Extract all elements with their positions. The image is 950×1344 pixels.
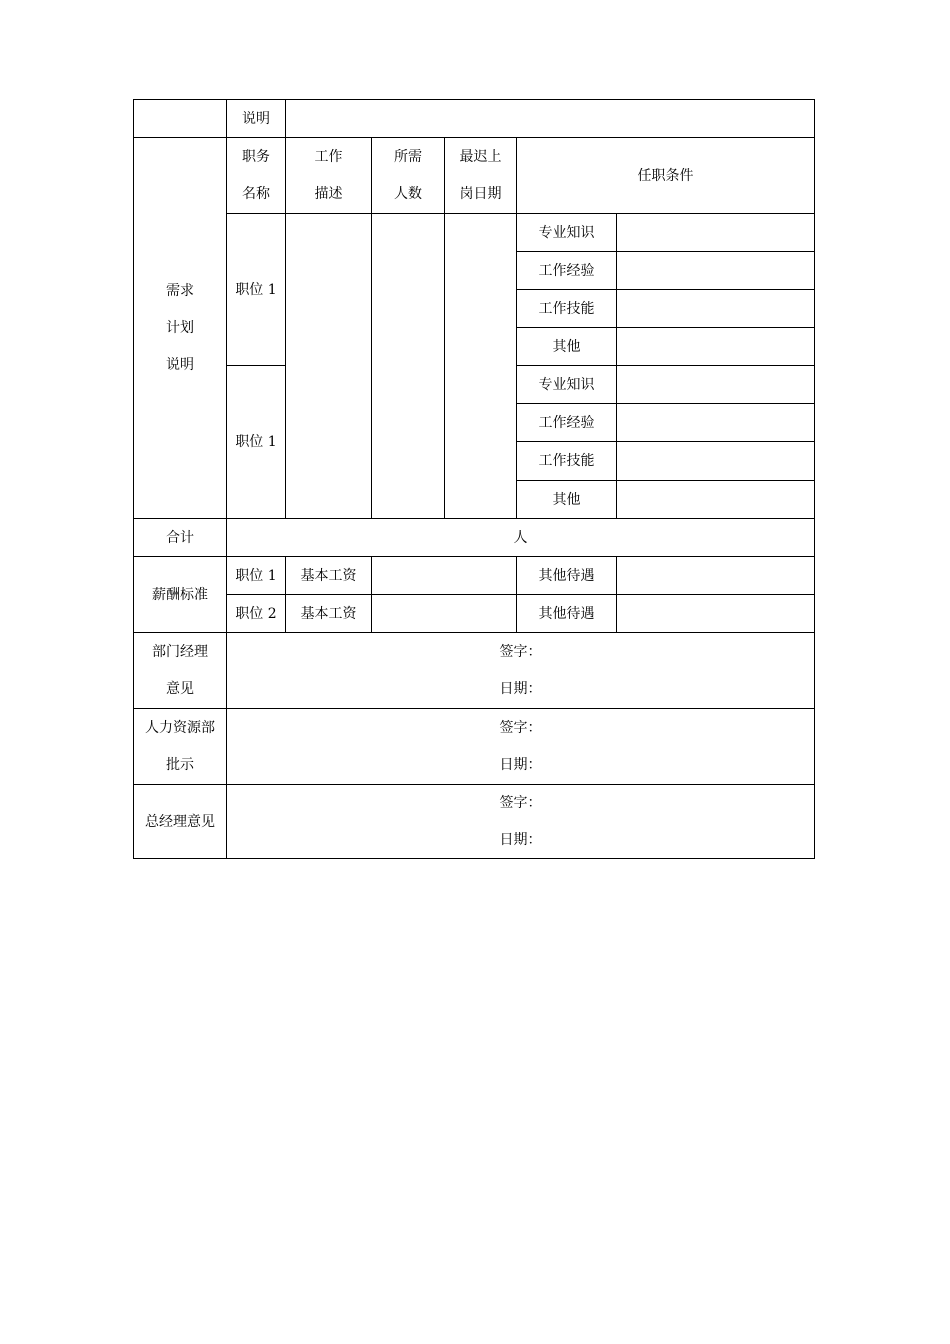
condition-text: 工作技能: [538, 300, 595, 317]
date-label: 日期：: [499, 757, 542, 773]
dept-manager-opinion-field[interactable]: [227, 633, 814, 709]
header-blank-cell: [134, 100, 227, 138]
date-label: 日期：: [499, 681, 542, 697]
condition-text: 工作技能: [538, 453, 595, 469]
base-salary-label: [286, 595, 372, 633]
other-benefits-label: [517, 557, 617, 595]
start-date-field[interactable]: [445, 214, 517, 519]
condition-label: [517, 481, 617, 519]
col-title-line-1: 职务: [242, 149, 270, 165]
condition-label: [517, 442, 617, 481]
condition-field[interactable]: [617, 442, 814, 481]
condition-label: [517, 252, 617, 290]
salary-position-text: 职位 2: [235, 605, 277, 622]
total-field[interactable]: [227, 519, 814, 557]
salary-label-text: 薪酬标准: [152, 586, 208, 603]
position-2-name: 职位 1: [235, 434, 277, 450]
total-unit-text: 人: [513, 529, 528, 546]
column-header-count: [372, 138, 445, 214]
column-header-title: [227, 138, 286, 214]
dept-manager-label: [134, 633, 227, 709]
description-label-text: 说明: [242, 110, 270, 127]
gm-label-text: 总经理意见: [145, 813, 215, 830]
gm-opinion-field[interactable]: [227, 785, 814, 858]
total-label: [134, 519, 227, 557]
column-header-desc: [286, 138, 372, 214]
condition-text: 其他: [552, 491, 581, 508]
base-salary-text: 基本工资: [300, 605, 357, 622]
hr-approval-label: [134, 709, 227, 785]
total-label-text: 合计: [166, 529, 194, 546]
other-benefits-text: 其他待遇: [538, 605, 595, 622]
date-label: 日期：: [499, 832, 542, 848]
plan-label-line-1: 需求: [166, 283, 194, 299]
salary-position: [227, 557, 286, 595]
headcount-field[interactable]: [372, 214, 445, 519]
other-benefits-field[interactable]: [617, 595, 814, 633]
hr-label-line-2: 批示: [166, 757, 194, 773]
condition-field[interactable]: [617, 366, 814, 404]
col-desc-line-1: 工作: [314, 149, 343, 165]
job-desc-field[interactable]: [286, 214, 372, 519]
condition-field[interactable]: [617, 481, 814, 519]
condition-field[interactable]: [617, 328, 814, 366]
col-count-line-1: 所需: [394, 149, 422, 165]
column-header-date: [445, 138, 517, 214]
plan-section-label: [134, 138, 227, 519]
col-desc-line-2: 描述: [314, 186, 343, 202]
col-conditions-text: 任职条件: [637, 167, 694, 184]
col-count-line-2: 人数: [394, 186, 422, 202]
col-date-line-2: 岗日期: [459, 186, 502, 202]
position-1-name: 职位 1: [235, 281, 277, 298]
description-label: [227, 100, 286, 138]
salary-label: [134, 557, 227, 633]
salary-position: [227, 595, 286, 633]
col-title-line-2: 名称: [242, 186, 270, 202]
base-salary-field[interactable]: [372, 557, 517, 595]
condition-field[interactable]: [617, 252, 814, 290]
condition-field[interactable]: [617, 290, 814, 328]
recruitment-request-form: [133, 99, 815, 859]
condition-label: [517, 328, 617, 366]
condition-label: [517, 290, 617, 328]
condition-text: 工作经验: [538, 414, 595, 431]
col-date-line-1: 最迟上: [459, 149, 502, 165]
position-name-cell: [227, 366, 286, 519]
other-benefits-text: 其他待遇: [538, 567, 595, 584]
condition-label: [517, 366, 617, 404]
signature-label: 签字：: [499, 720, 542, 736]
plan-label-line-2: 计划: [166, 320, 194, 336]
dept-manager-label-line-1: 部门经理: [152, 644, 208, 660]
other-benefits-label: [517, 595, 617, 633]
condition-field[interactable]: [617, 404, 814, 442]
gm-opinion-label: [134, 785, 227, 858]
position-name-cell: [227, 214, 286, 366]
signature-label: 签字：: [499, 795, 542, 811]
condition-text: 专业知识: [538, 224, 595, 241]
column-header-conditions: [517, 138, 814, 214]
condition-label: [517, 404, 617, 442]
condition-field[interactable]: [617, 214, 814, 252]
signature-label: 签字：: [499, 644, 542, 660]
condition-text: 工作经验: [538, 262, 595, 279]
dept-manager-label-line-2: 意见: [166, 681, 194, 697]
hr-approval-field[interactable]: [227, 709, 814, 785]
base-salary-label: [286, 557, 372, 595]
hr-label-line-1: 人力资源部: [145, 720, 215, 736]
base-salary-text: 基本工资: [300, 567, 357, 584]
base-salary-field[interactable]: [372, 595, 517, 633]
other-benefits-field[interactable]: [617, 557, 814, 595]
description-field[interactable]: [286, 100, 814, 138]
condition-text: 其他: [552, 338, 581, 355]
salary-position-text: 职位 1: [235, 567, 277, 584]
plan-label-line-3: 说明: [166, 357, 194, 373]
condition-label: [517, 214, 617, 252]
condition-text: 专业知识: [538, 376, 595, 393]
